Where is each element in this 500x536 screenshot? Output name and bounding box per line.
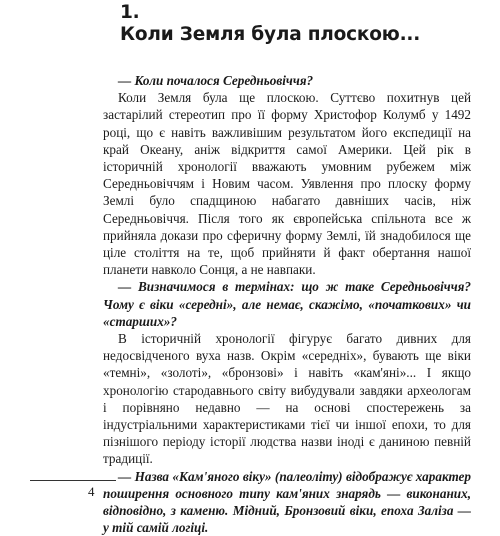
chapter-number: 1. [120,2,140,23]
paragraph-1: Коли Земля була ще плоскою. Суттєво похитнув цей застарілий стереотип про її форму Христофор Колумб у 1492 році, що є навіть важливішим результатом його експедиції на край Океану, аніж відкриття самої Америки. Цей рік в історичній хронології вважають умовним рубежем між Середньовіччям і Новим часом. Уявлення про плоску форму Землі було спадщиною набагато давніших часів, ніж Середньовіччя. Після того як європейська спільнота все ж прийняла докази про сферичну форму Землі, їй знадобилося ще ціле століття на те, щоб прийняти й факт обертання нашої планети навколо Сонця, а не навпаки. [103,90,471,278]
paragraph-2: В історичній хронології фігурує багато дивних для недосвідченого вуха назв. Окрім «середніх», бувають ще віки «темні», «золоті», «бронзові» і навіть «кам'яні»... І якщо хронологію стародавнього світу вибудували завдяки археологам і порівняно недавно — на основі спостережень за індустріальними характеристиками тієї чи іншої епохи, то для пізнішого періоду історії людства назви іноді є даниною певній традиції. [103,331,471,467]
question-2: — Визначимося в термінах: що ж таке Середньовіччя? Чому є віки «середні», але немає, скажімо, «початкових» чи «старших»? [103,279,471,329]
chapter-heading [120,2,480,46]
page-number: 4 [88,484,95,499]
body-text [103,72,471,536]
chapter-title: Коли Земля була плоскою... [120,24,421,45]
question-3: — Назва «Кам'яного віку» (палеоліту) відображує характер поширення основного типу кам'яних знарядь — виконаних, відповідно, з каменю. Мідний, Бронзовий віки, епоха Заліза — у тій самій логіці. [103,468,471,536]
question-1: — Коли почалося Середньовіччя? [118,73,314,88]
footer-rule [30,480,116,481]
